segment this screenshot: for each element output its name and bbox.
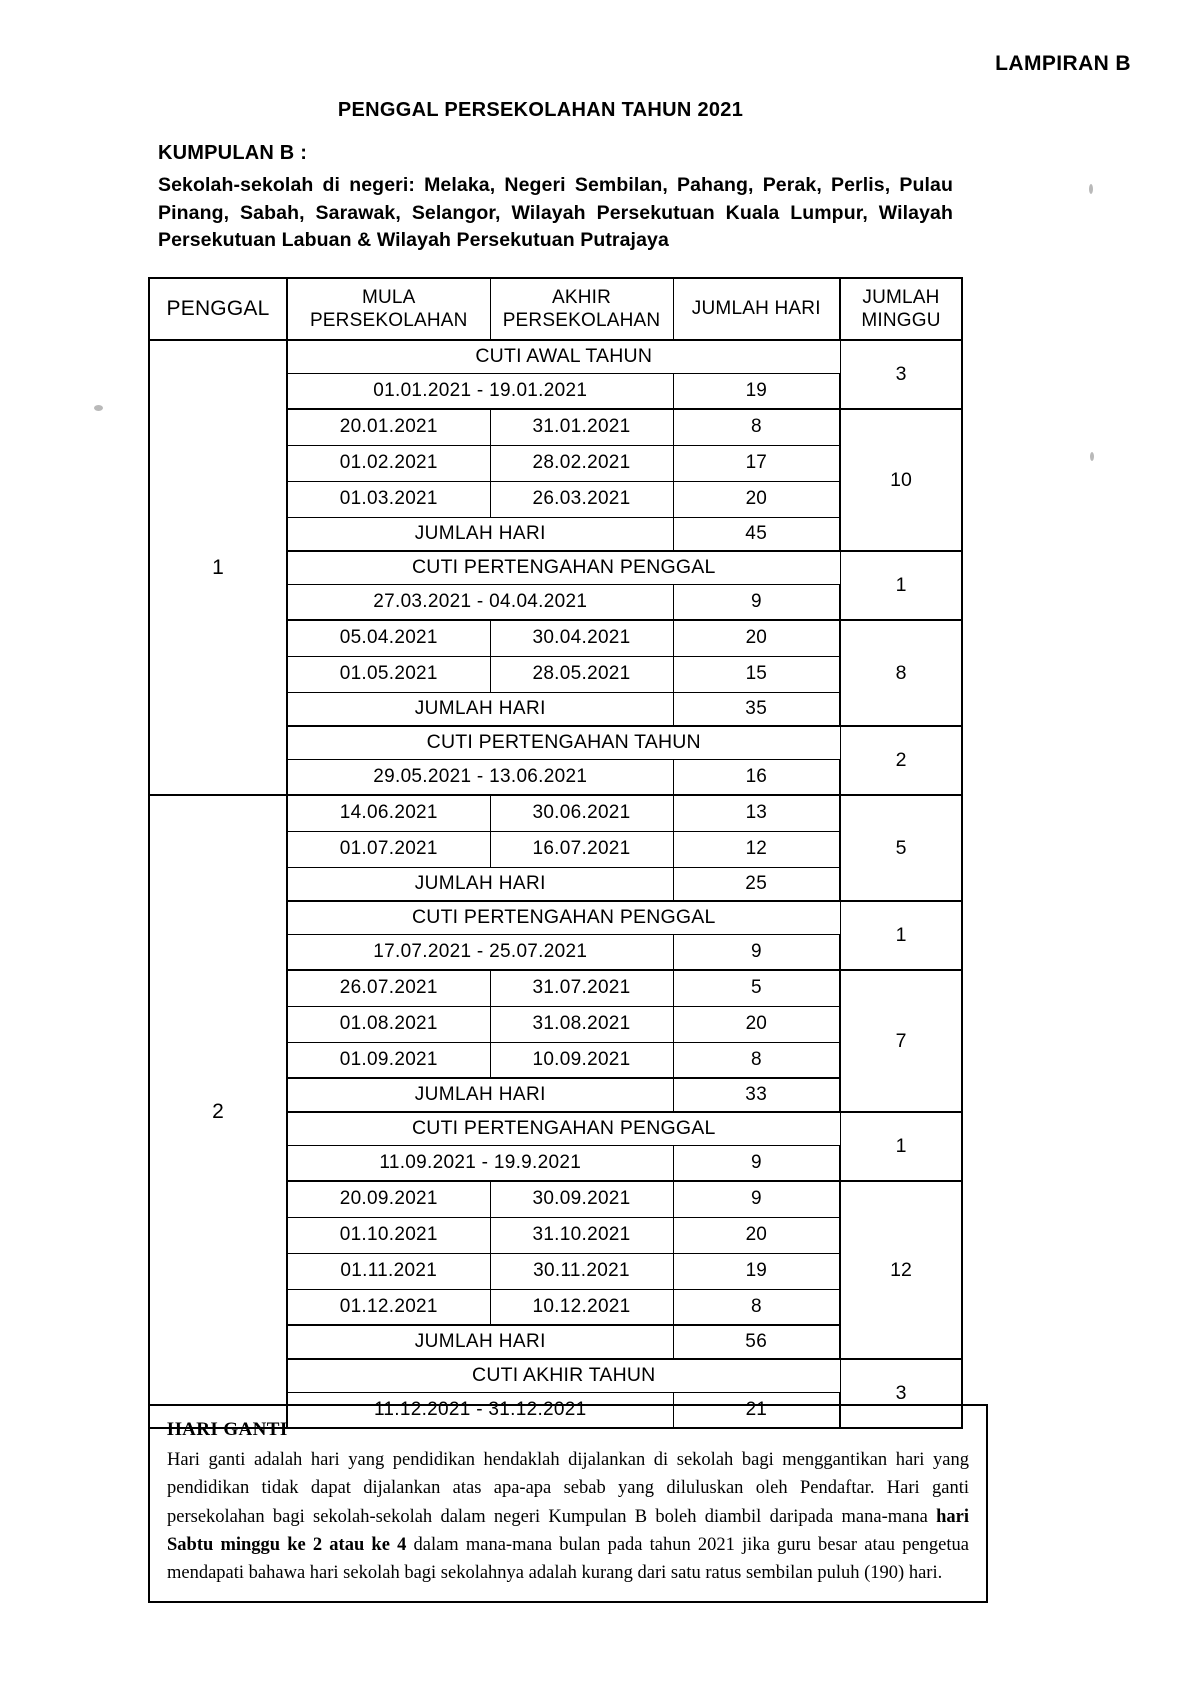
p2-b2-r2-mula: 01.08.2021 xyxy=(287,1006,490,1042)
hari-ganti-text-part1: Hari ganti adalah hari yang pendidikan hendaklah dijalankan di sekolah bagi menggantikan hari yang pendidikan tidak dapat dijalankan atas apa-apa sebab yang diluluskan oleh Pendaftar. Hari ganti persekolahan bagi sekolah-sekolah dalam negeri Kumpulan B boleh diambil daripada mana-mana xyxy=(167,1450,969,1527)
p1-cuti-pertengahan-tahun-minggu: 2 xyxy=(840,726,962,795)
kumpulan-label: KUMPULAN B : xyxy=(158,142,308,164)
p2-cuti-akhir-tahun-title: CUTI AKHIR TAHUN xyxy=(287,1359,840,1392)
p1-b1-r2-days: 17 xyxy=(673,445,840,481)
p2-b1-minggu: 5 xyxy=(840,795,962,901)
table-row xyxy=(149,340,962,373)
p2-b3-r2-akhir: 31.10.2021 xyxy=(490,1217,673,1253)
table-header-row xyxy=(149,278,962,340)
p2-b2-r1-mula: 26.07.2021 xyxy=(287,970,490,1006)
penggal-1-number: 1 xyxy=(149,340,287,795)
col-header-minggu-line2: MINGGU xyxy=(861,310,941,331)
p2-b2-r3-mula: 01.09.2021 xyxy=(287,1042,490,1078)
p1-b1-r2-mula: 01.02.2021 xyxy=(287,445,490,481)
table-row xyxy=(149,795,962,831)
p2-b3-jumlah-label: JUMLAH HARI xyxy=(287,1325,673,1359)
scan-speck xyxy=(1089,184,1093,194)
p1-b2-r2-akhir: 28.05.2021 xyxy=(490,656,673,692)
p2-cuti-pertengahan-penggal-1-days: 9 xyxy=(673,934,840,970)
p1-b1-r1-days: 8 xyxy=(673,409,840,445)
p2-b3-minggu: 12 xyxy=(840,1181,962,1359)
p1-cuti-pertengahan-tahun-range: 29.05.2021 - 13.06.2021 xyxy=(287,759,673,795)
p2-b1-r1-mula: 14.06.2021 xyxy=(287,795,490,831)
p2-b3-r1-days: 9 xyxy=(673,1181,840,1217)
p1-b2-r2-mula: 01.05.2021 xyxy=(287,656,490,692)
p2-b1-r2-days: 12 xyxy=(673,831,840,867)
p2-cuti-pertengahan-penggal-1-minggu: 1 xyxy=(840,901,962,970)
p2-b2-r1-days: 5 xyxy=(673,970,840,1006)
p1-b2-r1-days: 20 xyxy=(673,620,840,656)
p1-b2-r1-mula: 05.04.2021 xyxy=(287,620,490,656)
p1-cuti-pertengahan-penggal-range: 27.03.2021 - 04.04.2021 xyxy=(287,584,673,620)
p2-b2-r3-akhir: 10.09.2021 xyxy=(490,1042,673,1078)
hari-ganti-title: HARI GANTI xyxy=(167,1419,288,1440)
table-body xyxy=(149,340,962,1428)
p2-b2-r2-akhir: 31.08.2021 xyxy=(490,1006,673,1042)
p2-b1-total: 25 xyxy=(673,867,840,901)
p1-b1-r1-akhir: 31.01.2021 xyxy=(490,409,673,445)
p2-b1-r2-mula: 01.07.2021 xyxy=(287,831,490,867)
hari-ganti-text-part2: dalam mana-mana bulan pada tahun 2021 jika guru besar atau pengetua mendapati bahawa hari sekolah bagi sekolahnya adalah kurang dari satu ratus sembilan puluh (190) hari. xyxy=(167,1534,969,1584)
p2-b3-r4-akhir: 10.12.2021 xyxy=(490,1289,673,1325)
school-term-table xyxy=(148,277,963,1429)
p2-b2-r3-days: 8 xyxy=(673,1042,840,1078)
p1-b1-r3-akhir: 26.03.2021 xyxy=(490,481,673,517)
hari-ganti-box xyxy=(148,1404,988,1603)
col-header-akhir xyxy=(490,278,673,340)
p2-cuti-pertengahan-penggal-2-title: CUTI PERTENGAHAN PENGGAL xyxy=(287,1112,840,1145)
p2-b2-total: 33 xyxy=(673,1078,840,1112)
cuti-awal-tahun-minggu: 3 xyxy=(840,340,962,409)
p1-b1-total: 45 xyxy=(673,517,840,551)
col-header-jumlah-hari: JUMLAH HARI xyxy=(673,278,840,340)
p2-b2-minggu: 7 xyxy=(840,970,962,1112)
p2-cuti-akhir-tahun-minggu: 3 xyxy=(840,1359,962,1428)
p2-b3-r2-days: 20 xyxy=(673,1217,840,1253)
hari-ganti-paragraph xyxy=(167,1446,969,1587)
scan-speck xyxy=(1090,452,1094,461)
col-header-minggu-line1: JUMLAH xyxy=(862,286,940,308)
page-title: PENGGAL PERSEKOLAHAN TAHUN 2021 xyxy=(337,99,744,121)
p2-b3-total: 56 xyxy=(673,1325,840,1359)
col-header-jumlah-minggu xyxy=(840,278,962,340)
p2-b1-r1-akhir: 30.06.2021 xyxy=(490,795,673,831)
p2-b3-r1-akhir: 30.09.2021 xyxy=(490,1181,673,1217)
p2-cuti-akhir-tahun-range: 11.12.2021 - 31.12.2021 xyxy=(287,1392,673,1428)
p2-b3-r3-days: 19 xyxy=(673,1253,840,1289)
p2-b3-r4-days: 8 xyxy=(673,1289,840,1325)
school-term-table-wrap xyxy=(148,277,961,1429)
p2-cuti-pertengahan-penggal-2-range: 11.09.2021 - 19.9.2021 xyxy=(287,1145,673,1181)
cuti-awal-tahun-range: 01.01.2021 - 19.01.2021 xyxy=(287,373,673,409)
p1-cuti-pertengahan-penggal-title: CUTI PERTENGAHAN PENGGAL xyxy=(287,551,840,584)
col-header-mula-line1: MULA xyxy=(361,286,416,308)
p1-b1-r3-days: 20 xyxy=(673,481,840,517)
table-head xyxy=(149,278,962,340)
penggal-2-number: 2 xyxy=(149,795,287,1428)
p2-cuti-pertengahan-penggal-1-title: CUTI PERTENGAHAN PENGGAL xyxy=(287,901,840,934)
lampiran-label: LAMPIRAN B xyxy=(995,52,1131,75)
col-header-mula-line2: PERSEKOLAHAN xyxy=(309,310,468,331)
scan-speck xyxy=(94,405,103,411)
p2-cuti-pertengahan-penggal-2-minggu: 1 xyxy=(840,1112,962,1181)
p2-b2-r2-days: 20 xyxy=(673,1006,840,1042)
p1-cuti-pertengahan-tahun-title: CUTI PERTENGAHAN TAHUN xyxy=(287,726,840,759)
p1-b2-total: 35 xyxy=(673,692,840,726)
p2-b3-r1-mula: 20.09.2021 xyxy=(287,1181,490,1217)
p2-cuti-pertengahan-penggal-2-days: 9 xyxy=(673,1145,840,1181)
col-header-akhir-line2: PERSEKOLAHAN xyxy=(502,310,661,331)
p2-b1-jumlah-label: JUMLAH HARI xyxy=(287,867,673,901)
col-header-penggal: PENGGAL xyxy=(149,278,287,340)
p1-cuti-pertengahan-tahun-days: 16 xyxy=(673,759,840,795)
p2-cuti-pertengahan-penggal-1-range: 17.07.2021 - 25.07.2021 xyxy=(287,934,673,970)
p1-cuti-pertengahan-penggal-days: 9 xyxy=(673,584,840,620)
p1-b2-r2-days: 15 xyxy=(673,656,840,692)
p2-b3-r3-akhir: 30.11.2021 xyxy=(490,1253,673,1289)
p1-b2-jumlah-label: JUMLAH HARI xyxy=(287,692,673,726)
hari-ganti-text-bold: hari Sabtu minggu ke 2 atau ke 4 xyxy=(167,1506,969,1555)
p2-cuti-akhir-tahun-days: 21 xyxy=(673,1392,840,1428)
p1-b1-r3-mula: 01.03.2021 xyxy=(287,481,490,517)
p2-b2-jumlah-label: JUMLAH HARI xyxy=(287,1078,673,1112)
cuti-awal-tahun-title: CUTI AWAL TAHUN xyxy=(287,340,840,373)
intro-paragraph: Sekolah-sekolah di negeri: Melaka, Negeri Sembilan, Pahang, Perak, Perlis, Pulau Pinang, Sabah, Sarawak, Selangor, Wilayah Persekutuan Kuala Lumpur, Wilayah Persekutuan Labuan & Wilayah Persekutuan Putrajaya xyxy=(158,174,953,252)
p2-b3-r3-mula: 01.11.2021 xyxy=(287,1253,490,1289)
cuti-awal-tahun-days: 19 xyxy=(673,373,840,409)
col-header-akhir-line1: AKHIR xyxy=(551,286,612,308)
p1-b1-minggu: 10 xyxy=(840,409,962,551)
col-header-mula xyxy=(287,278,490,340)
p1-b2-r1-akhir: 30.04.2021 xyxy=(490,620,673,656)
p1-b1-jumlah-label: JUMLAH HARI xyxy=(287,517,673,551)
p1-b1-r1-mula: 20.01.2021 xyxy=(287,409,490,445)
p2-b3-r2-mula: 01.10.2021 xyxy=(287,1217,490,1253)
p2-b1-r2-akhir: 16.07.2021 xyxy=(490,831,673,867)
p2-b2-r1-akhir: 31.07.2021 xyxy=(490,970,673,1006)
p1-cuti-pertengahan-penggal-minggu: 1 xyxy=(840,551,962,620)
p2-b3-r4-mula: 01.12.2021 xyxy=(287,1289,490,1325)
p1-b1-r2-akhir: 28.02.2021 xyxy=(490,445,673,481)
p2-b1-r1-days: 13 xyxy=(673,795,840,831)
p1-b2-minggu: 8 xyxy=(840,620,962,726)
